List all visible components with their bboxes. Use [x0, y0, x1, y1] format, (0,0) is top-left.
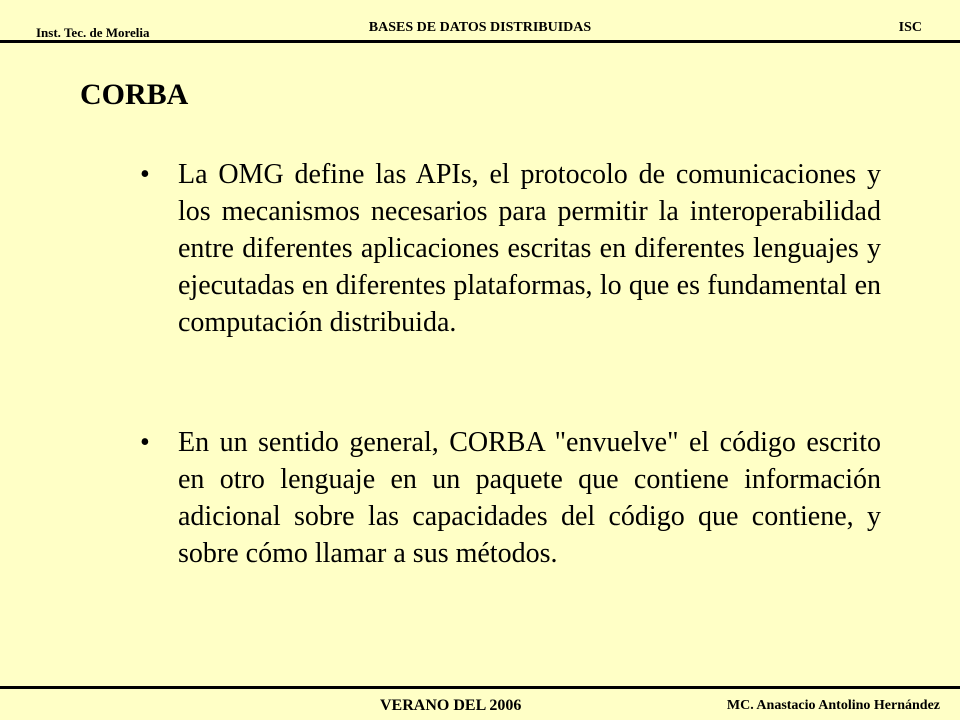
bullet-marker: • [140, 159, 150, 190]
header-institution: Inst. Tec. de Morelia [36, 25, 150, 40]
footer-term: VERANO DEL 2006 [380, 697, 522, 714]
bullet-text: La OMG define las APIs, el protocolo de comunicaciones y los mecanismos necesarios para permitir la interoperabilidad entre diferentes aplicaciones escritas en diferentes lenguajes y ejecutadas en diferentes plataformas, lo que es fundamental en computación distribuida. [178, 159, 881, 338]
footer-divider [0, 686, 960, 689]
bullet-text: En un sentido general, CORBA "envuelve" el código escrito en otro lenguaje en un paquete que contiene información adicional sobre las capacidades del código que contiene, y sobre cómo llamar a sus métodos. [178, 427, 881, 569]
bullet-marker: • [140, 427, 150, 458]
header-divider [0, 40, 960, 43]
header-program: ISC [898, 20, 922, 35]
header-course: BASES DE DATOS DISTRIBUIDAS [368, 20, 592, 35]
slide-title: CORBA [80, 78, 189, 111]
footer-author: MC. Anastacio Antolino Hernández [726, 698, 940, 713]
